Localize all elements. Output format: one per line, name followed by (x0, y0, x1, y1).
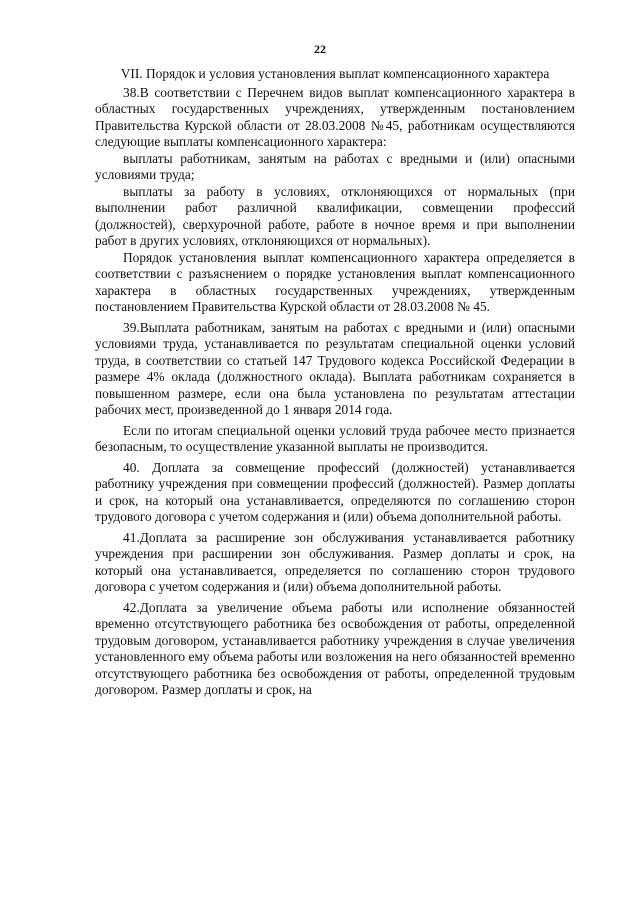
paragraph-38: 38.В соответствии с Перечнем видов выплат компенсационного характера в областных государственных учреждениях, утвержденным постановлением Правительства Курской области от 28.03.2008 №45, работникам осуществляются следующие выплаты компенсационного характера: (95, 84, 575, 149)
paragraph-41: 41.Доплата за расширение зон обслуживания устанавливается работнику учреждения при расширении зон обслуживания. Размер доплаты и срок, на который она устанавливается, определяется по соглашению сторон трудового договора с учетом содержания и (или) объема дополнительной работы. (95, 529, 575, 594)
paragraph-abnormal-conditions: выплаты за работу в условиях, отклоняющихся от нормальных (при выполнении работ различной квалификации, совмещении профессий (должностей), сверхурочной работе, работе в ночное время и при выполнении работ в других условиях, отклоняющихся от нормальных). (95, 183, 575, 248)
paragraph-42: 42.Доплата за увеличение объема работы или исполнение обязанностей временно отсутствующего работника без освобождения от работы, определенной трудовым договором, устанавливается работнику учреждения в случае увеличения установленного ему объема работы или возложения на него обязанностей временно отсутствующего работника без освобождения от работы, определенной трудовым договором. Размер доплаты и срок, на (95, 599, 575, 697)
section-heading: VII. Порядок и условия установления выплат компенсационного характера (120, 66, 550, 81)
document-body (95, 66, 575, 699)
paragraph-safe-workplace: Если по итогам специальной оценки условий труда рабочее место признается безопасным, то осуществление указанной выплаты не производится. (95, 422, 575, 454)
page-number: 22 (314, 42, 326, 56)
paragraph-procedure: Порядок установления выплат компенсационного характера определяется в соответствии с разъяснением о порядке установления выплат компенсационного характера в областных государственных учреждениях, утвержденным постановлением Правительства Курской области от 28.03.2008 № 45. (95, 249, 575, 314)
paragraph-hazard-payments: выплаты работникам, занятым на работах с вредными и (или) опасными условиями труда; (95, 150, 575, 182)
paragraph-40: 40. Доплата за совмещение профессий (должностей) устанавливается работнику учреждения при совмещении профессий (должностей). Размер доплаты и срок, на который она устанавливается, определяются по соглашению сторон трудового договора с учетом содержания и (или) объема дополнительной работы. (95, 459, 575, 524)
paragraph-39: 39.Выплата работникам, занятым на работах с вредными и (или) опасными условиями труда, устанавливается по результатам специальной оценки условий труда, в соответствии со статьей 147 Трудового кодекса Российской Федерации в размере 4% оклада (должностного оклада). Выплата работникам сохраняется в повышенном размере, если она была установлена по результатам аттестации рабочих мест, произведенной до 1 января 2014 года. (95, 319, 575, 417)
